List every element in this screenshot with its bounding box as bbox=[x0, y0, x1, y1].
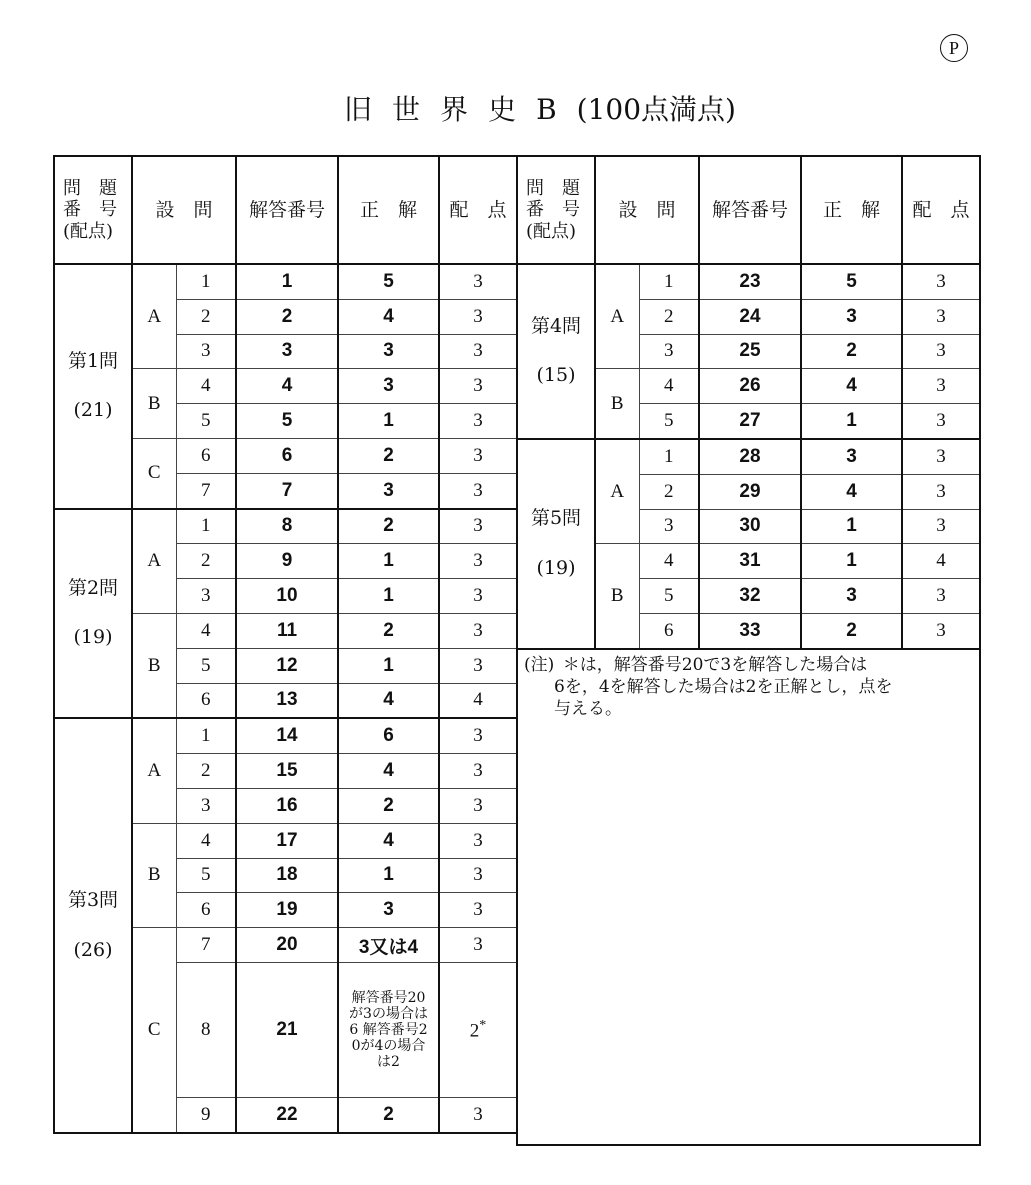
header-question-no bbox=[517, 156, 595, 264]
answer-number: 23 bbox=[699, 264, 801, 299]
answer-number: 29 bbox=[699, 474, 801, 509]
answer-number: 27 bbox=[699, 404, 801, 439]
header-question-no-line: 番 号 bbox=[526, 199, 580, 221]
header-question-no bbox=[54, 156, 132, 264]
points: 3 bbox=[439, 893, 517, 928]
correct-answer: 1 bbox=[801, 544, 902, 579]
sub-question-number: 2 bbox=[176, 544, 236, 579]
correct-answer: 3 bbox=[338, 473, 439, 508]
answer-number: 12 bbox=[236, 648, 338, 683]
part-label: A bbox=[132, 264, 176, 369]
points: 4 bbox=[439, 683, 517, 718]
points: 3 bbox=[439, 858, 517, 893]
correct-answer: 1 bbox=[338, 648, 439, 683]
header-row bbox=[517, 156, 980, 264]
correct-answer: 1 bbox=[338, 858, 439, 893]
sub-question-number: 2 bbox=[176, 754, 236, 789]
points: 4 bbox=[902, 544, 980, 579]
points: 3 bbox=[902, 334, 980, 369]
correct-answer: 3又は4 bbox=[338, 928, 439, 963]
points: 3 bbox=[902, 439, 980, 474]
table-row bbox=[517, 264, 980, 299]
question-label: 第4問 bbox=[530, 315, 582, 338]
part-label: B bbox=[132, 823, 176, 927]
answer-number: 21 bbox=[236, 962, 338, 1097]
part-label: A bbox=[132, 509, 176, 614]
points bbox=[439, 962, 517, 1097]
sub-question-number: 8 bbox=[176, 962, 236, 1097]
header-sub-question: 設 問 bbox=[132, 156, 236, 264]
header-question-no-line: 問 題 bbox=[63, 177, 117, 199]
correct-answer: 2 bbox=[801, 613, 902, 648]
points: 3 bbox=[439, 509, 517, 544]
points: 3 bbox=[439, 718, 517, 753]
title-char: 界 bbox=[440, 93, 469, 126]
points: 3 bbox=[439, 264, 517, 299]
header-points: 配 点 bbox=[902, 156, 980, 264]
sub-question-number: 7 bbox=[176, 928, 236, 963]
header-question-no-line: (配点) bbox=[63, 220, 114, 242]
correct-answer: 2 bbox=[338, 1097, 439, 1132]
answer-number: 5 bbox=[236, 404, 338, 439]
answer-number: 20 bbox=[236, 928, 338, 963]
table-row bbox=[54, 718, 517, 753]
correct-answer: 3 bbox=[338, 369, 439, 404]
sub-question-number: 1 bbox=[639, 264, 699, 299]
part-label: C bbox=[132, 928, 176, 1133]
note-body bbox=[524, 720, 973, 1120]
title-char: 旧 bbox=[344, 93, 373, 126]
points: 3 bbox=[439, 613, 517, 648]
part-label: C bbox=[132, 438, 176, 508]
correct-answer: 4 bbox=[338, 299, 439, 334]
answer-number: 19 bbox=[236, 893, 338, 928]
correct-answer: 4 bbox=[338, 823, 439, 858]
page-title bbox=[344, 88, 736, 128]
header-question-no-line: (配点) bbox=[526, 220, 577, 242]
title-char: 世 bbox=[392, 93, 421, 126]
sub-question-number: 4 bbox=[176, 613, 236, 648]
sub-question-number: 4 bbox=[639, 369, 699, 404]
sub-question-number: 5 bbox=[639, 404, 699, 439]
points: 3 bbox=[439, 928, 517, 963]
question-label-cell bbox=[54, 509, 132, 719]
points: 3 bbox=[902, 579, 980, 614]
answer-number: 10 bbox=[236, 579, 338, 614]
question-label-cell bbox=[517, 264, 595, 439]
sub-question-number: 4 bbox=[176, 823, 236, 858]
table-row bbox=[54, 264, 517, 299]
question-label: 第5問 bbox=[530, 507, 582, 530]
points: 3 bbox=[439, 1097, 517, 1132]
header-points: 配 点 bbox=[439, 156, 517, 264]
sub-question-number: 1 bbox=[639, 439, 699, 474]
correct-answer: 3 bbox=[801, 579, 902, 614]
note-line bbox=[524, 654, 973, 676]
sub-question-number: 6 bbox=[176, 438, 236, 473]
sub-question-number: 6 bbox=[176, 893, 236, 928]
sub-question-number: 9 bbox=[176, 1097, 236, 1132]
answer-number: 31 bbox=[699, 544, 801, 579]
answer-table-right bbox=[516, 155, 981, 1146]
answer-number: 14 bbox=[236, 718, 338, 753]
points: 3 bbox=[902, 509, 980, 544]
answer-number: 8 bbox=[236, 509, 338, 544]
table-row bbox=[54, 509, 517, 544]
question-label-cell bbox=[54, 718, 132, 1132]
sub-question-number: 4 bbox=[639, 544, 699, 579]
sub-question-number: 3 bbox=[639, 334, 699, 369]
title-char: B bbox=[536, 93, 557, 126]
answer-number: 2 bbox=[236, 299, 338, 334]
sub-question-number: 1 bbox=[176, 718, 236, 753]
answer-number: 4 bbox=[236, 369, 338, 404]
points: 3 bbox=[902, 404, 980, 439]
sub-question-number: 5 bbox=[176, 648, 236, 683]
part-label: A bbox=[595, 439, 639, 544]
question-label-cell bbox=[54, 264, 132, 509]
header-answer-no: 解答番号 bbox=[236, 156, 338, 264]
correct-answer: 3 bbox=[801, 439, 902, 474]
answer-number: 15 bbox=[236, 754, 338, 789]
answer-number: 28 bbox=[699, 439, 801, 474]
sub-question-number: 5 bbox=[639, 579, 699, 614]
answer-number: 22 bbox=[236, 1097, 338, 1132]
question-total-points: (21) bbox=[73, 399, 113, 422]
part-label: B bbox=[132, 369, 176, 439]
correct-answer: 1 bbox=[338, 579, 439, 614]
sub-question-number: 4 bbox=[176, 369, 236, 404]
points: 3 bbox=[439, 369, 517, 404]
correct-answer: 3 bbox=[338, 334, 439, 369]
sub-question-number: 5 bbox=[176, 858, 236, 893]
part-label: B bbox=[132, 613, 176, 718]
note-text-3: 与える。 bbox=[554, 698, 622, 719]
part-label: B bbox=[595, 544, 639, 649]
correct-answer: 2 bbox=[338, 438, 439, 473]
correct-answer: 1 bbox=[801, 509, 902, 544]
points: 3 bbox=[439, 788, 517, 823]
sub-question-number: 5 bbox=[176, 404, 236, 439]
table-row bbox=[517, 439, 980, 474]
answer-number: 25 bbox=[699, 334, 801, 369]
correct-answer: 3 bbox=[338, 893, 439, 928]
correct-answer: 5 bbox=[801, 264, 902, 299]
answer-number: 7 bbox=[236, 473, 338, 508]
correct-answer: 6 bbox=[338, 718, 439, 753]
correct-answer: 2 bbox=[801, 334, 902, 369]
answer-number: 26 bbox=[699, 369, 801, 404]
answer-number: 1 bbox=[236, 264, 338, 299]
correct-answer: 2 bbox=[338, 613, 439, 648]
answer-table-left bbox=[53, 155, 518, 1134]
header-correct: 正 解 bbox=[801, 156, 902, 264]
answer-number: 6 bbox=[236, 438, 338, 473]
sub-question-number: 2 bbox=[176, 299, 236, 334]
correct-answer: 4 bbox=[338, 754, 439, 789]
sub-question-number: 7 bbox=[176, 473, 236, 508]
points: 3 bbox=[439, 648, 517, 683]
note-prefix: (注) bbox=[524, 654, 555, 675]
answer-number: 9 bbox=[236, 544, 338, 579]
header-question-no-line: 問 題 bbox=[526, 177, 580, 199]
sub-question-number: 1 bbox=[176, 509, 236, 544]
answer-number: 17 bbox=[236, 823, 338, 858]
note-text-1: ＊は，解答番号20で3を解答した場合は bbox=[562, 654, 868, 675]
sub-question-number: 2 bbox=[639, 299, 699, 334]
correct-answer: 3 bbox=[801, 299, 902, 334]
page-mark-p: P bbox=[940, 34, 968, 62]
question-total-points: (19) bbox=[73, 626, 113, 649]
points: 3 bbox=[439, 473, 517, 508]
points: 3 bbox=[439, 579, 517, 614]
correct-answer: 2 bbox=[338, 788, 439, 823]
question-label: 第2問 bbox=[67, 577, 119, 600]
sub-question-number: 6 bbox=[639, 613, 699, 648]
points-value: 2 bbox=[469, 1020, 480, 1042]
points: 3 bbox=[439, 299, 517, 334]
title-subtitle: (100点満点) bbox=[576, 93, 736, 126]
answer-number: 33 bbox=[699, 613, 801, 648]
points: 3 bbox=[902, 474, 980, 509]
sub-question-number: 2 bbox=[639, 474, 699, 509]
note bbox=[517, 649, 980, 1145]
question-label: 第3問 bbox=[67, 889, 119, 912]
part-label: A bbox=[595, 264, 639, 369]
question-total-points: (19) bbox=[536, 556, 576, 579]
header-row bbox=[54, 156, 517, 264]
sub-question-number: 3 bbox=[176, 334, 236, 369]
correct-answer: 4 bbox=[801, 474, 902, 509]
sub-question-number: 1 bbox=[176, 264, 236, 299]
correct-answer: 1 bbox=[338, 404, 439, 439]
answer-number: 24 bbox=[699, 299, 801, 334]
header-correct: 正 解 bbox=[338, 156, 439, 264]
answer-number: 16 bbox=[236, 788, 338, 823]
points: 3 bbox=[439, 334, 517, 369]
sub-question-number: 3 bbox=[176, 788, 236, 823]
title-char: 史 bbox=[488, 93, 517, 126]
points: 3 bbox=[439, 404, 517, 439]
note-text-2: 6を，4を解答した場合は2を正解とし，点を bbox=[554, 676, 893, 697]
note-row bbox=[517, 649, 980, 1145]
correct-answer: 1 bbox=[338, 544, 439, 579]
sub-question-number: 3 bbox=[639, 509, 699, 544]
correct-answer: 5 bbox=[338, 264, 439, 299]
correct-answer: 2 bbox=[338, 509, 439, 544]
header-question-no-line: 番 号 bbox=[63, 199, 117, 221]
correct-answer: 4 bbox=[801, 369, 902, 404]
points: 3 bbox=[902, 264, 980, 299]
points: 3 bbox=[902, 369, 980, 404]
question-label: 第1問 bbox=[67, 349, 119, 372]
points: 3 bbox=[902, 613, 980, 648]
correct-answer: 4 bbox=[338, 683, 439, 718]
part-label: B bbox=[595, 369, 639, 439]
answer-number: 3 bbox=[236, 334, 338, 369]
answer-number: 13 bbox=[236, 683, 338, 718]
question-total-points: (26) bbox=[73, 938, 113, 961]
answer-number: 18 bbox=[236, 858, 338, 893]
correct-answer-conditional: 解答番号20が3の場合は6 解答番号20が4の場合は2 bbox=[349, 989, 428, 1071]
correct-answer: 1 bbox=[801, 404, 902, 439]
correct-answer bbox=[338, 962, 439, 1097]
answer-number: 30 bbox=[699, 509, 801, 544]
part-label: A bbox=[132, 718, 176, 823]
points: 3 bbox=[439, 438, 517, 473]
header-answer-no: 解答番号 bbox=[699, 156, 801, 264]
sub-question-number: 3 bbox=[176, 579, 236, 614]
points: 3 bbox=[439, 754, 517, 789]
points: 3 bbox=[902, 299, 980, 334]
points: 3 bbox=[439, 544, 517, 579]
answer-number: 11 bbox=[236, 613, 338, 648]
question-total-points: (15) bbox=[536, 364, 576, 387]
question-label-cell bbox=[517, 439, 595, 649]
header-sub-question: 設 問 bbox=[595, 156, 699, 264]
asterisk-mark: * bbox=[479, 1017, 487, 1033]
sub-question-number: 6 bbox=[176, 683, 236, 718]
points: 3 bbox=[439, 823, 517, 858]
answer-number: 32 bbox=[699, 579, 801, 614]
